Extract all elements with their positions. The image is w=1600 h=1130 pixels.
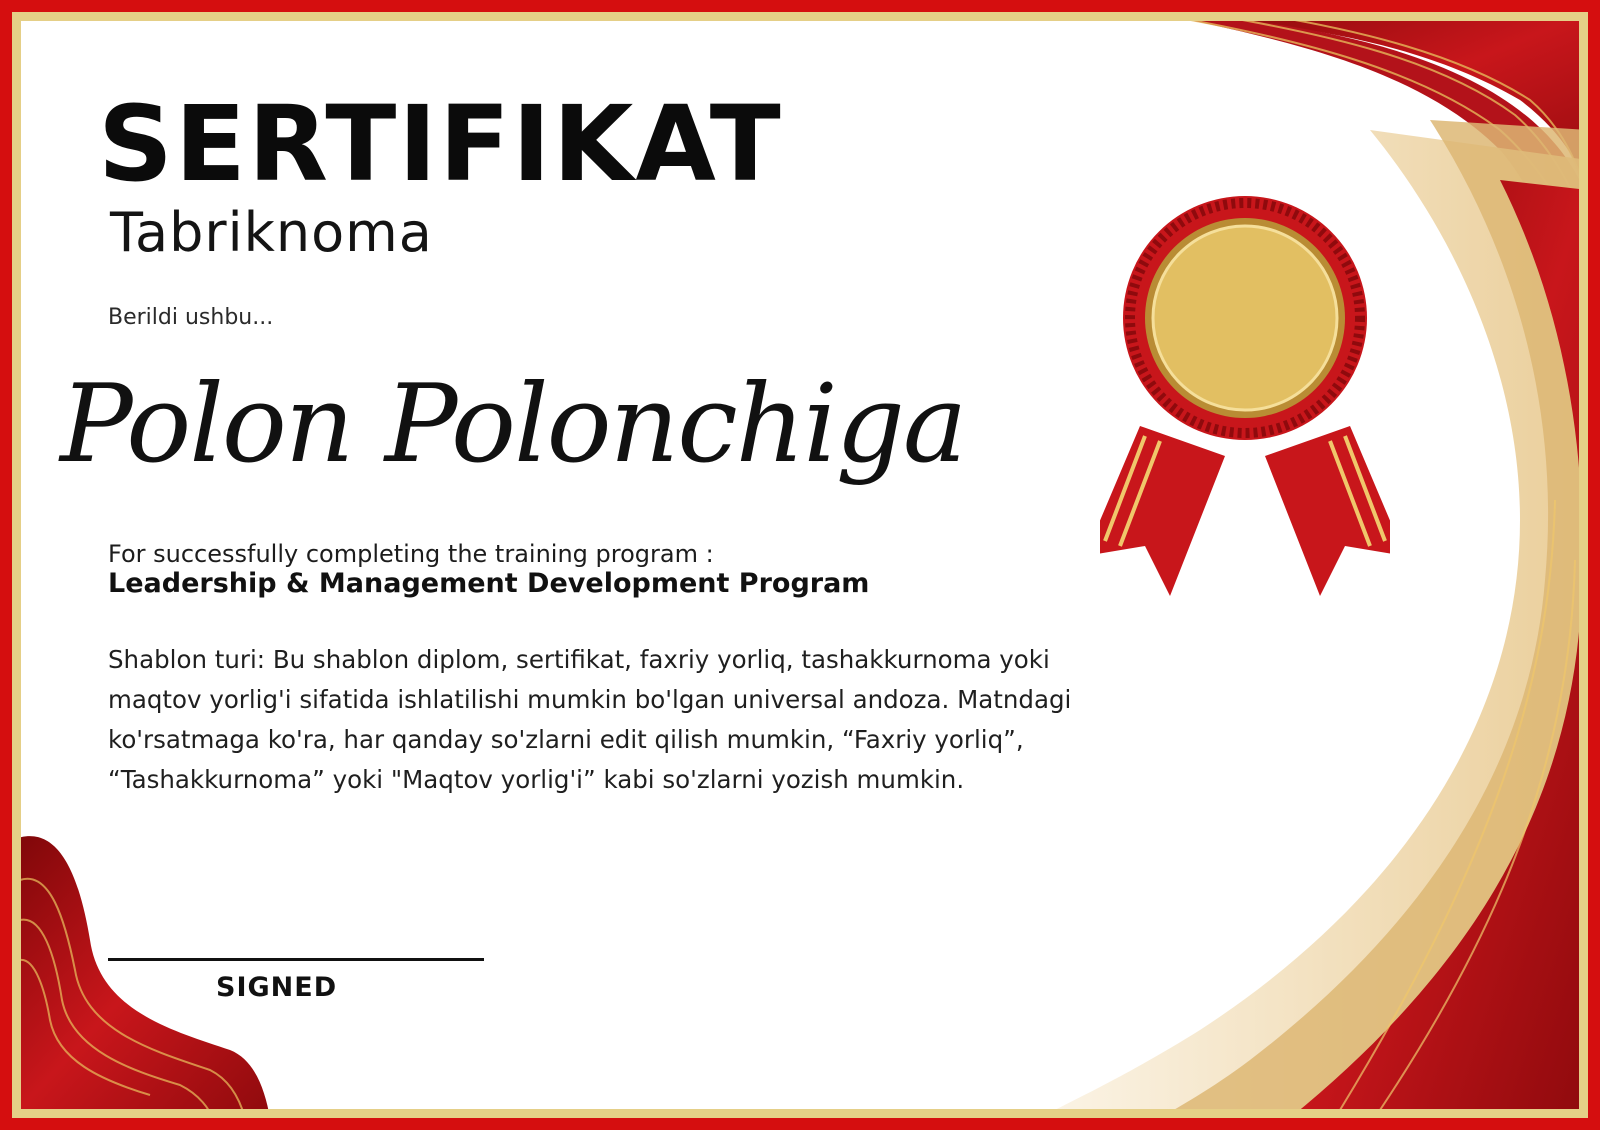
ribbon-tails: [1100, 426, 1390, 596]
completion-text: For successfully completing the training program :: [108, 540, 714, 568]
award-rosette-icon: [1100, 196, 1390, 606]
signature-line: [108, 958, 484, 961]
certificate-subtitle: Tabriknoma: [110, 201, 433, 264]
given-to-label: Berildi ushbu...: [108, 305, 274, 330]
signature-label: SIGNED: [216, 972, 338, 1003]
recipient-name: Polon Polonchiga: [60, 362, 966, 487]
certificate-title: SERTIFIKAT: [98, 83, 783, 205]
description-paragraph: Shablon turi: Bu shablon diplom, sertifikat, faxriy yorliq, tashakkurnoma yoki maqtov yorlig'i sifatida ishlatilishi mumkin bo'lgan universal andoza. Matndagi ko'rsatmaga ko'ra, har qanday so'zlarni edit qilish mumkin, “Faxriy yorliq”, “Tashakkurnoma” yoki "Maqtov yorlig'i” kabi so'zlarni yozish mumkin.: [108, 645, 1072, 794]
program-name: Leadership & Management Development Program: [108, 568, 870, 599]
